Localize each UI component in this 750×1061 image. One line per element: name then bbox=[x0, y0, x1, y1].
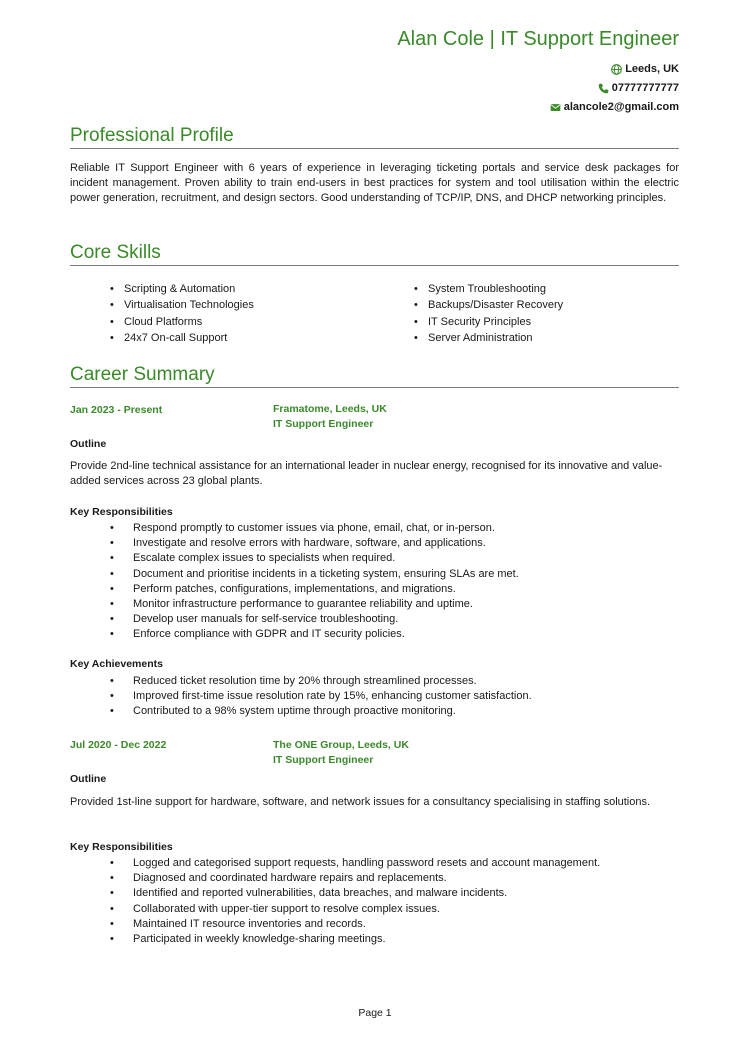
job-outline: Provided 1st-line support for hardware, software, and network issues for a consultancy specialising in staffing solutions. bbox=[70, 796, 651, 808]
skill-item: • System Troubleshooting bbox=[414, 281, 563, 297]
job-outline: Provide 2nd-line technical assistance for an international leader in nuclear energy, recognised for its innovative and value-added services across 23 global plants. bbox=[70, 460, 663, 487]
career-heading: Career Summary bbox=[70, 363, 679, 388]
company-name: Framatome, Leeds, UK bbox=[273, 403, 387, 415]
list-item: • Identified and reported vulnerabilities, data breaches, and malware incidents. bbox=[70, 886, 679, 901]
skill-item: • Backups/Disaster Recovery bbox=[414, 297, 563, 313]
list-item: • Perform patches, configurations, implementations, and migrations. bbox=[70, 582, 679, 597]
job-dates: Jul 2020 - Dec 2022 bbox=[70, 739, 167, 751]
achievements-list bbox=[70, 674, 679, 720]
list-item: • Document and prioritise incidents in a ticketing system, ensuring SLAs are met. bbox=[70, 567, 679, 582]
responsibilities-list bbox=[70, 521, 679, 643]
skills-column-right bbox=[414, 281, 563, 347]
list-item: • Enforce compliance with GDPR and IT security policies. bbox=[70, 627, 679, 642]
skill-item: • 24x7 On-call Support bbox=[110, 330, 254, 346]
skill-item: • Scripting & Automation bbox=[110, 281, 254, 297]
responsibilities-label: Key Responsibilities bbox=[70, 506, 173, 518]
phone: 07777777777 bbox=[611, 82, 679, 94]
profile-text: Reliable IT Support Engineer with 6 years of experience in leveraging ticketing portals and service desk packages for incident management. Proven ability to train end-users in best practices for system and tool utilisation within the electric power generation, recruitment, and design sectors. Good understanding of TCP/IP, DNS, and DHCP networking principles. bbox=[70, 162, 679, 204]
outline-label: Outline bbox=[70, 438, 107, 450]
company-name: The ONE Group, Leeds, UK bbox=[273, 739, 409, 751]
email-line bbox=[550, 101, 679, 113]
skill-item: • Server Administration bbox=[414, 330, 563, 346]
skills-heading: Core Skills bbox=[70, 241, 679, 266]
list-item: • Escalate complex issues to specialists when required. bbox=[70, 551, 679, 566]
list-item: • Improved first-time issue resolution rate by 15%, enhancing customer satisfaction. bbox=[70, 689, 679, 704]
list-item: • Collaborated with upper-tier support to resolve complex issues. bbox=[70, 902, 679, 917]
list-item: • Logged and categorised support requests, handling password resets and account management. bbox=[70, 856, 679, 871]
skill-item: • IT Security Principles bbox=[414, 314, 563, 330]
job-company bbox=[273, 402, 387, 432]
phone-icon bbox=[598, 83, 609, 94]
list-item: • Respond promptly to customer issues via phone, email, chat, or in-person. bbox=[70, 521, 679, 536]
phone-line bbox=[598, 82, 679, 94]
location-line bbox=[611, 63, 679, 75]
achievements-label: Key Achievements bbox=[70, 658, 163, 670]
name-title: Alan Cole | IT Support Engineer bbox=[397, 28, 679, 50]
page-number: Page 1 bbox=[358, 1007, 392, 1019]
outline-label: Outline bbox=[70, 773, 107, 785]
location: Leeds, UK bbox=[625, 63, 679, 75]
job-company bbox=[273, 738, 409, 768]
list-item: • Reduced ticket resolution time by 20% through streamlined processes. bbox=[70, 674, 679, 689]
list-item: • Maintained IT resource inventories and records. bbox=[70, 917, 679, 932]
list-item: • Diagnosed and coordinated hardware repairs and replacements. bbox=[70, 871, 679, 886]
skill-item: • Cloud Platforms bbox=[110, 314, 254, 330]
responsibilities-list bbox=[70, 856, 679, 947]
list-item: • Participated in weekly knowledge-sharing meetings. bbox=[70, 932, 679, 947]
profile-heading: Professional Profile bbox=[70, 124, 679, 149]
list-item: • Investigate and resolve errors with hardware, software, and applications. bbox=[70, 536, 679, 551]
responsibilities-label: Key Responsibilities bbox=[70, 841, 173, 853]
job-dates: Jan 2023 - Present bbox=[70, 404, 163, 416]
job-role: IT Support Engineer bbox=[273, 754, 374, 766]
list-item: • Contributed to a 98% system uptime through proactive monitoring. bbox=[70, 704, 679, 719]
globe-icon bbox=[611, 64, 622, 75]
email[interactable]: alancole2@gmail.com bbox=[563, 101, 679, 113]
list-item: • Develop user manuals for self-service troubleshooting. bbox=[70, 612, 679, 627]
skills-column-left bbox=[110, 281, 254, 347]
envelope-icon bbox=[550, 102, 561, 113]
job-role: IT Support Engineer bbox=[273, 418, 374, 430]
list-item: • Monitor infrastructure performance to guarantee reliability and uptime. bbox=[70, 597, 679, 612]
skill-item: • Virtualisation Technologies bbox=[110, 297, 254, 313]
